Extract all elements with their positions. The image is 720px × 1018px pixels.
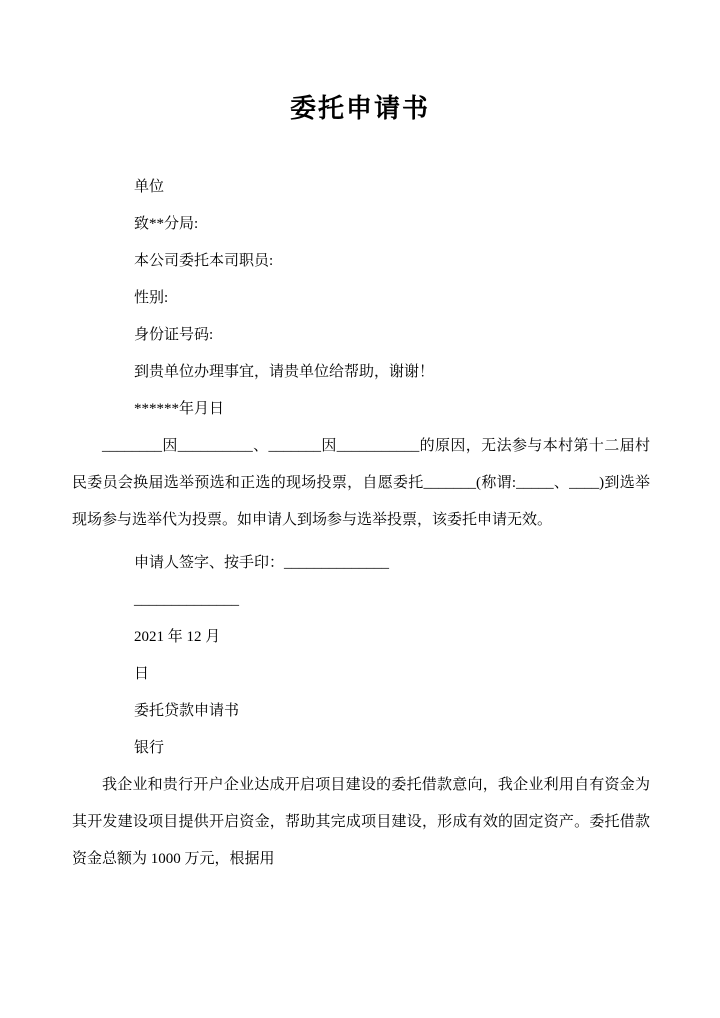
signature-blank-line: ______________ [134, 592, 239, 608]
body-block [62, 428, 658, 539]
header-line-unit: 单位 [134, 179, 165, 195]
closing-paragraph: 我企业和贵行开户企业达成开启项目建设的委托借款意向，我企业利用自有资金为其开发建设项目提供开启资金，帮助其完成项目建设，形成有效的固定资产。委托借款资金总额为 1000 万元，根据用 [72, 777, 650, 867]
second-section [62, 693, 658, 878]
header-line-request: 到贵单位办理事宜，请贵单位给帮助，谢谢！ [134, 364, 435, 380]
day-line: 日 [134, 666, 150, 682]
body-paragraph-proxy-vote: ________因__________、_______因___________的原因，无法参与本村第十二届村民委员会换届选举预选和正选的现场投票，自愿委托_______(称谓:_____、____)到选举现场参与选举代为投票。如申请人到场参与选举投票，该委托申请无效。 [72, 438, 650, 528]
signature-line: 申请人签字、按手印：______________ [134, 555, 390, 571]
header-block [62, 169, 658, 428]
header-line-gender: 性别: [134, 290, 169, 306]
page-title: 委托申请书 [289, 93, 430, 123]
date-line: 2021 年 12 月 [134, 629, 221, 645]
header-line-recipient: 致**分局: [134, 216, 199, 232]
header-line-id-number: 身份证号码: [134, 327, 214, 343]
second-title: 委托贷款申请书 [134, 703, 240, 719]
header-line-delegate: 本公司委托本司职员: [134, 253, 274, 269]
signature-block [62, 545, 658, 693]
header-line-date-placeholder: ******年月日 [134, 401, 225, 417]
bank-line: 银行 [134, 740, 165, 756]
